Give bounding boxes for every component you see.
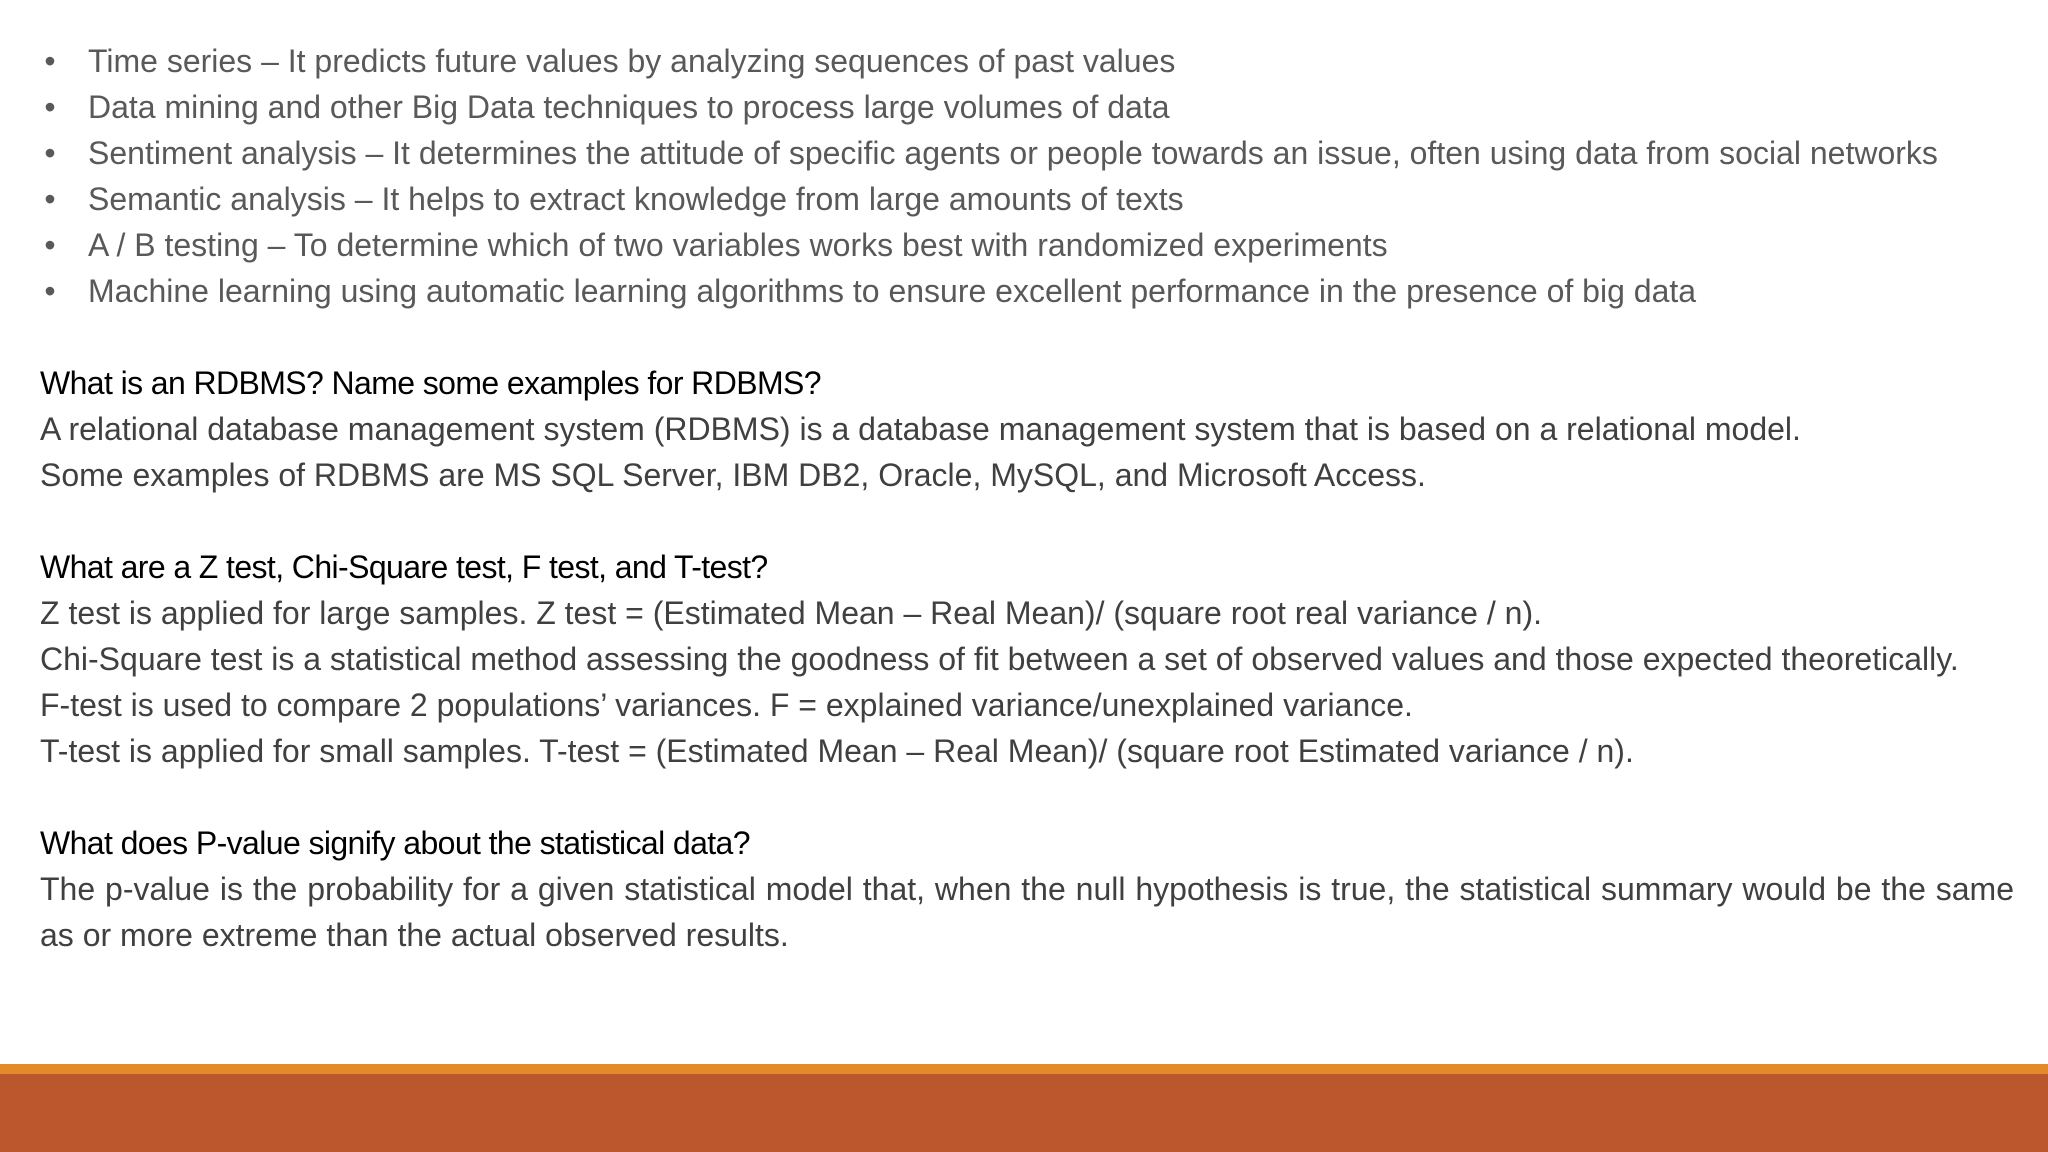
bullet-dot-icon: • [44, 135, 56, 171]
bullet-item [40, 84, 2014, 130]
bullet-text: A / B testing – To determine which of two variables works best with randomized experiments [88, 227, 1388, 263]
bullet-item [40, 176, 2014, 222]
technique-bullet-list [40, 38, 2014, 314]
bullet-text: Data mining and other Big Data techniques to process large volumes of data [88, 89, 1170, 125]
footer-bar [0, 1074, 2048, 1152]
bullet-dot-icon: • [44, 273, 56, 309]
section-paragraph: Z test is applied for large samples. Z test = (Estimated Mean – Real Mean)/ (square root real variance / n). [40, 595, 1542, 631]
section-heading: What does P-value signify about the statistical data? [40, 825, 750, 861]
spacer [40, 314, 2014, 360]
section-paragraph: Some examples of RDBMS are MS SQL Server, IBM DB2, Oracle, MySQL, and Microsoft Access. [40, 457, 1426, 493]
bullet-text: Time series – It predicts future values by analyzing sequences of past values [88, 43, 1176, 79]
bullet-dot-icon: • [44, 227, 56, 263]
footer-accent-line [0, 1064, 2048, 1074]
section-paragraph: The p-value is the probability for a given statistical model that, when the null hypothesis is true, the statistical summary would be the same as or more extreme than the actual observed results. [40, 871, 2014, 953]
bullet-item [40, 130, 2014, 176]
spacer [40, 774, 2014, 820]
bullet-item [40, 222, 2014, 268]
section-paragraph: A relational database management system (RDBMS) is a database management system that is based on a relational model. [40, 411, 1801, 447]
section-heading: What is an RDBMS? Name some examples for RDBMS? [40, 365, 821, 401]
spacer [40, 498, 2014, 544]
statistical-tests-section [40, 544, 2014, 774]
section-paragraph: Chi-Square test is a statistical method assessing the goodness of fit between a set of observed values and those expected theoretically. [40, 641, 1959, 677]
rdbms-section [40, 360, 2014, 498]
slide-content [40, 38, 2014, 958]
section-heading: What are a Z test, Chi-Square test, F test, and T-test? [40, 549, 768, 585]
bullet-dot-icon: • [44, 181, 56, 217]
bullet-item [40, 268, 2014, 314]
section-paragraph: F-test is used to compare 2 populations’ variances. F = explained variance/unexplained variance. [40, 687, 1413, 723]
bullet-dot-icon: • [44, 43, 56, 79]
bullet-text: Sentiment analysis – It determines the attitude of specific agents or people towards an issue, often using data from social networks [88, 135, 1938, 171]
bullet-dot-icon: • [44, 89, 56, 125]
section-paragraph: T-test is applied for small samples. T-test = (Estimated Mean – Real Mean)/ (square root Estimated variance / n). [40, 733, 1634, 769]
bullet-text: Semantic analysis – It helps to extract knowledge from large amounts of texts [88, 181, 1184, 217]
p-value-section [40, 820, 2014, 958]
bullet-item [40, 38, 2014, 84]
bullet-text: Machine learning using automatic learning algorithms to ensure excellent performance in the presence of big data [88, 273, 1697, 309]
